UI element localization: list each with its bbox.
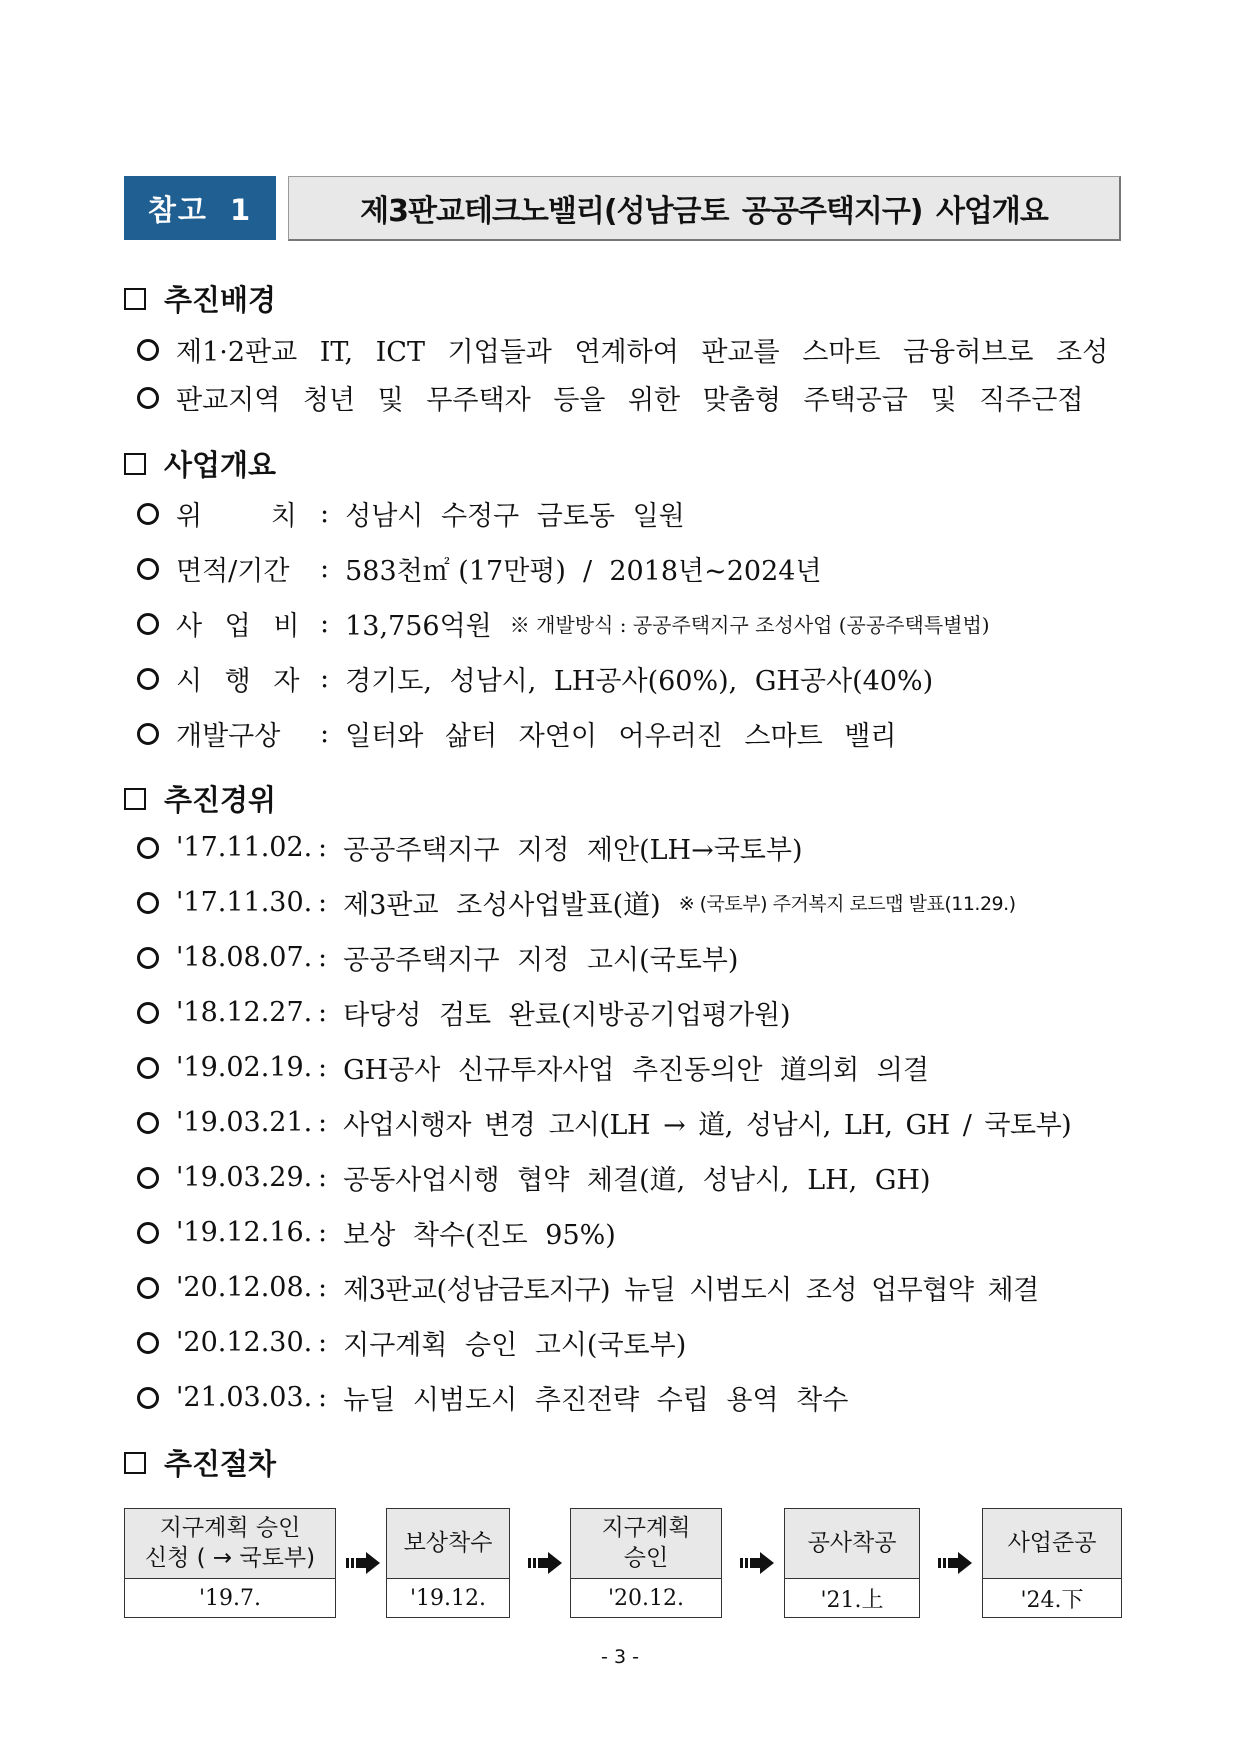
section-history-title: 추진경위 bbox=[124, 778, 276, 819]
circle-bullet-icon bbox=[137, 1002, 159, 1024]
overview-operator: 시 행 자 : 경기도, 성남시, LH공사(60%), GH공사(40%) bbox=[137, 659, 933, 698]
arrow-right-icon bbox=[528, 1552, 562, 1574]
circle-bullet-icon bbox=[137, 1112, 159, 1134]
overview-area-period: 면적/기간 : 583천㎡ (17만평) / 2018년~2024년 bbox=[137, 549, 822, 588]
circle-bullet-icon bbox=[137, 503, 159, 525]
circle-bullet-icon bbox=[137, 1057, 159, 1079]
circle-bullet-icon bbox=[137, 1387, 159, 1409]
circle-bullet-icon bbox=[137, 1277, 159, 1299]
circle-bullet-icon bbox=[137, 723, 159, 745]
square-bullet-icon bbox=[124, 288, 146, 310]
section-procedure-title: 추진절차 bbox=[124, 1442, 276, 1483]
history-item: '19.03.21. : 사업시행자 변경 고시(LH → 道, 성남시, LH, GH / 국토부) bbox=[137, 1103, 1071, 1142]
arrow-right-icon bbox=[938, 1552, 972, 1574]
page-header bbox=[124, 176, 1120, 240]
history-item: '19.02.19. : GH공사 신규투자사업 추진동의안 道의회 의결 bbox=[137, 1048, 929, 1087]
section-background-title: 추진배경 bbox=[124, 278, 276, 319]
circle-bullet-icon bbox=[137, 668, 159, 690]
circle-bullet-icon bbox=[137, 947, 159, 969]
history-item: '18.08.07. : 공공주택지구 지정 고시(국토부) bbox=[137, 938, 738, 977]
circle-bullet-icon bbox=[137, 892, 159, 914]
circle-bullet-icon bbox=[137, 387, 159, 409]
page-number: - 3 - bbox=[601, 1646, 639, 1668]
circle-bullet-icon bbox=[137, 1332, 159, 1354]
page-title: 제3판교테크노밸리(성남금토 공공주택지구) 사업개요 bbox=[288, 176, 1121, 241]
circle-bullet-icon bbox=[137, 1222, 159, 1244]
arrow-right-icon bbox=[740, 1552, 774, 1574]
history-note: ※ (국토부) 주거복지 로드맵 발표(11.29.) bbox=[678, 893, 1016, 915]
procedure-step: 사업준공 '24.下 bbox=[982, 1508, 1122, 1618]
list-item: 판교지역 청년 및 무주택자 등을 위한 맞춤형 주택공급 및 직주근접 bbox=[137, 378, 1083, 417]
section-overview-title: 사업개요 bbox=[124, 443, 276, 484]
reference-tag: 참고 1 bbox=[124, 176, 276, 240]
circle-bullet-icon bbox=[137, 558, 159, 580]
overview-budget: 사 업 비 : 13,756억원 ※ 개발방식 : 공공주택지구 조성사업 (공공주택특별법) bbox=[137, 604, 990, 643]
arrow-right-icon bbox=[346, 1552, 380, 1574]
procedure-flow bbox=[124, 1508, 1124, 1618]
square-bullet-icon bbox=[124, 788, 146, 810]
square-bullet-icon bbox=[124, 453, 146, 475]
list-item: 제1·2판교 IT, ICT 기업들과 연계하여 판교를 스마트 금융허브로 조성 bbox=[137, 330, 1108, 369]
history-item: '19.12.16. : 보상 착수(진도 95%) bbox=[137, 1213, 616, 1252]
history-item: '20.12.08. : 제3판교(성남금토지구) 뉴딜 시범도시 조성 업무협약 체결 bbox=[137, 1268, 1039, 1307]
procedure-step: 보상착수 '19.12. bbox=[386, 1508, 510, 1618]
circle-bullet-icon bbox=[137, 613, 159, 635]
history-item: '17.11.30. : 제3판교 조성사업발표(道) ※ (국토부) 주거복지 로드맵 발표(11.29.) bbox=[137, 883, 1016, 922]
procedure-step: 지구계획 승인 '20.12. bbox=[570, 1508, 722, 1618]
overview-location: 위 치 : 성남시 수정구 금토동 일원 bbox=[137, 494, 685, 533]
history-item: '21.03.03. : 뉴딜 시범도시 추진전략 수립 용역 착수 bbox=[137, 1378, 848, 1417]
circle-bullet-icon bbox=[137, 837, 159, 859]
history-item: '17.11.02. : 공공주택지구 지정 제안(LH→국토부) bbox=[137, 828, 803, 867]
procedure-step: 지구계획 승인 신청 ( → 국토부) '19.7. bbox=[124, 1508, 336, 1618]
history-item: '18.12.27. : 타당성 검토 완료(지방공기업평가원) bbox=[137, 993, 791, 1032]
circle-bullet-icon bbox=[137, 339, 159, 361]
overview-concept: 개발구상 : 일터와 삶터 자연이 어우러진 스마트 밸리 bbox=[137, 714, 896, 753]
circle-bullet-icon bbox=[137, 1167, 159, 1189]
overview-budget-note: ※ 개발방식 : 공공주택지구 조성사업 (공공주택특별법) bbox=[509, 613, 990, 637]
procedure-step: 공사착공 '21.上 bbox=[784, 1508, 920, 1618]
square-bullet-icon bbox=[124, 1452, 146, 1474]
history-item: '20.12.30. : 지구계획 승인 고시(국토부) bbox=[137, 1323, 686, 1362]
history-item: '19.03.29. : 공동사업시행 협약 체결(道, 성남시, LH, GH) bbox=[137, 1158, 931, 1197]
